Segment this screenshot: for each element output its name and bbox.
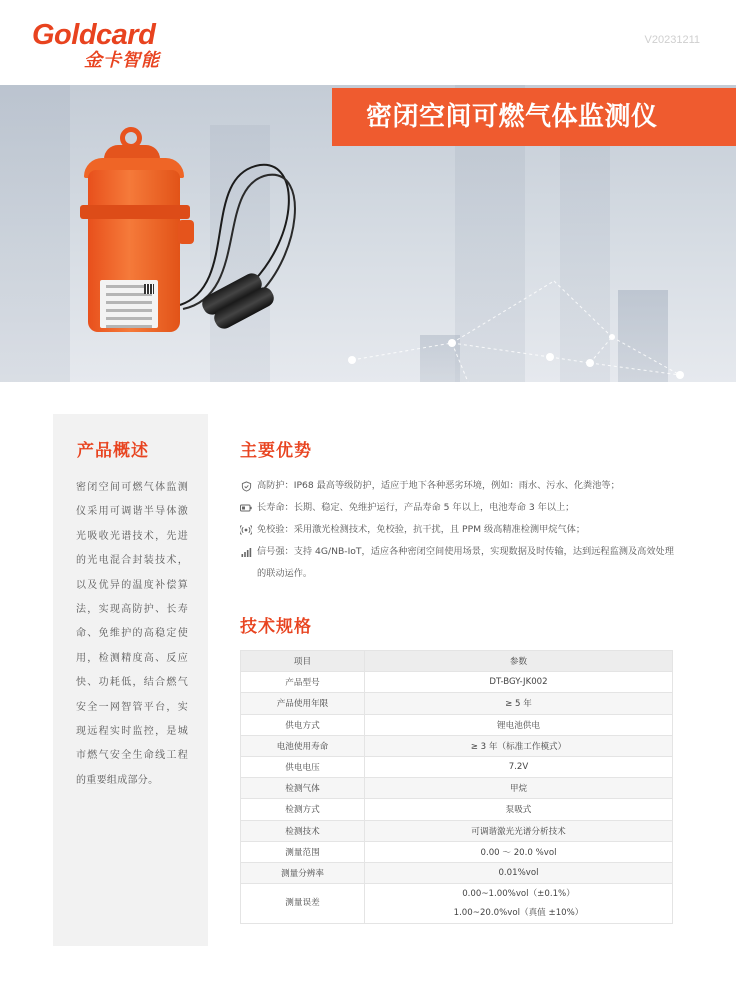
product-title: 密闭空间可燃气体监测仪 (366, 102, 658, 132)
spec-label: 电池使用寿命 (241, 735, 365, 756)
table-row (241, 820, 673, 841)
qr-code-icon (144, 284, 154, 294)
advantage-text: 免校验：采用激光检测技术，免校验，抗干扰，且 PPM 级高精准检测甲烷气体； (257, 524, 586, 535)
spec-value: DT-BGY-JK002 (365, 672, 673, 693)
table-row (241, 756, 673, 777)
spec-value (365, 884, 673, 924)
device-band (80, 205, 190, 219)
advantage-text: 信号强：支持 4G/NB-IoT，适应各种密闭空间使用场景，实现数据及时传输，达到远程监测及高效处理的联动运作。 (257, 546, 674, 579)
spec-value: 0.00 ～ 20.0 %vol (365, 841, 673, 862)
specs-table (240, 650, 673, 924)
spec-label: 供电电压 (241, 756, 365, 777)
table-row (241, 735, 673, 756)
table-row (241, 672, 673, 693)
spec-label: 测量分辨率 (241, 862, 365, 883)
table-row (241, 714, 673, 735)
spec-value: ≥ 5 年 (365, 693, 673, 714)
device-connector (178, 220, 194, 244)
column-header: 项目 (241, 651, 365, 672)
spec-value: ≥ 3 年（标准工作模式） (365, 735, 673, 756)
table-row (241, 841, 673, 862)
table-row (241, 693, 673, 714)
brand-logo (32, 20, 192, 72)
advantage-item (240, 519, 680, 541)
spec-label: 检测气体 (241, 778, 365, 799)
spec-value: 可调谐激光光谱分析技术 (365, 820, 673, 841)
spec-value: 泵吸式 (365, 799, 673, 820)
advantage-item (240, 475, 680, 497)
overview-title: 产品概述 (77, 441, 149, 461)
sensor-icon (240, 519, 252, 541)
overview-panel (53, 414, 208, 946)
battery-icon (240, 497, 252, 519)
spec-label: 检测方式 (241, 799, 365, 820)
version-label: V20231211 (644, 34, 700, 46)
spec-label: 产品使用年限 (241, 693, 365, 714)
column-header: 参数 (365, 651, 673, 672)
spec-value-line: 0.00~1.00%vol（±0.1%） (462, 888, 575, 899)
logo-text-en: Goldcard (32, 19, 156, 51)
spec-value: 甲烷 (365, 778, 673, 799)
spec-label: 检测技术 (241, 820, 365, 841)
advantage-text: 高防护：IP68 最高等级防护，适应于地下各种恶劣环境，例如：雨水、污水、化粪池等； (257, 480, 620, 491)
spec-value: 锂电池供电 (365, 714, 673, 735)
spec-label: 供电方式 (241, 714, 365, 735)
table-header-row (241, 651, 673, 672)
spec-label: 测量误差 (241, 884, 365, 924)
logo-text-cn: 金卡智能 (84, 50, 160, 71)
advantages-list (240, 475, 680, 585)
advantage-item (240, 541, 680, 585)
spec-value: 7.2V (365, 756, 673, 777)
table-row (241, 778, 673, 799)
spec-label: 产品型号 (241, 672, 365, 693)
spec-value-line: 1.00~20.0%vol（真值 ±10%） (453, 907, 584, 918)
overview-text: 密闭空间可燃气体监测仪采用可调谐半导体激光吸收光谱技术，先进的光电混合封装技术，以及优异的温度补偿算法，实现高防护、长寿命、免维护的高稳定使用，检测精度高、反应快、功耗低，结合燃气安全一网智管平台，实现远程实时监控，是城市燃气安全生命线工程的重要组成部分。 (76, 482, 188, 786)
advantage-text: 长寿命：长期、稳定、免维护运行，产品寿命 5 年以上，电池寿命 3 年以上； (257, 502, 575, 513)
hero-title-banner (332, 88, 736, 146)
spec-value: 0.01%vol (365, 862, 673, 883)
spec-label: 测量范围 (241, 841, 365, 862)
advantages-title: 主要优势 (240, 441, 312, 461)
shield-icon (240, 475, 252, 497)
table-row (241, 799, 673, 820)
specs-title: 技术规格 (240, 617, 312, 637)
signal-icon (240, 541, 252, 563)
table-row (241, 862, 673, 883)
advantage-item (240, 497, 680, 519)
table-row (241, 884, 673, 924)
